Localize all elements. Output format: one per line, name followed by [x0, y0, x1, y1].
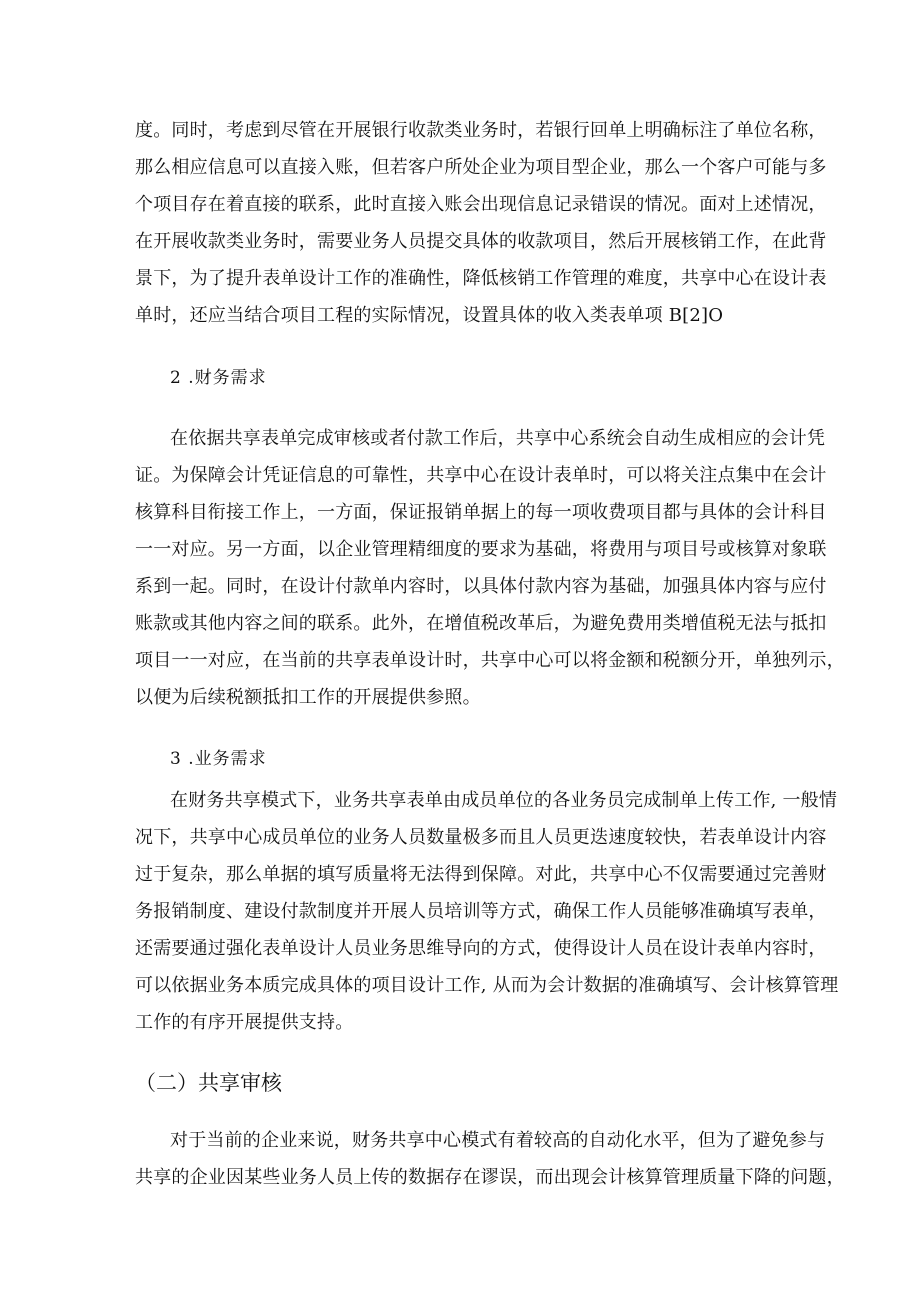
paragraph-line: 还需要通过强化表单设计人员业务思维导向的方式，使得设计人员在设计表单内容时， [135, 938, 827, 959]
paragraph-line: 核算科目衔接工作上，一方面，保证报销单据上的每一项收费项目都与具体的会计科目 [135, 502, 827, 523]
paragraph-line: 工作的有序开展提供支持。 [135, 1012, 354, 1033]
paragraph-line: 在开展收款类业务时，需要业务人员提交具体的收款项目，然后开展核销工作，在此背 [135, 231, 827, 252]
paragraph-line: 景下，为了提升表单设计工作的准确性，降低核销工作管理的难度，共享中心在设计表 [135, 268, 827, 289]
paragraph-line: 在依据共享表单完成审核或者付款工作后，共享中心系统会自动生成相应的会计凭 [170, 428, 826, 449]
section-heading-shared-audit: （二）共享审核 [135, 1071, 282, 1095]
subheading-financial-needs: 2 .财务需求 [170, 368, 267, 388]
paragraph-line: 个项目存在着直接的联系，此时直接入账会出现信息记录错误的情况。面对上述情况， [135, 194, 827, 215]
paragraph-line: 单时，还应当结合项目工程的实际情况，设置具体的收入类表单项 B[2]O [135, 305, 724, 326]
paragraph-line: 那么相应信息可以直接入账，但若客户所处企业为项目型企业，那么一个客户可能与多 [135, 157, 827, 178]
paragraph-line: 项目一一对应，在当前的共享表单设计时，共享中心可以将金额和税额分开，单独列示， [135, 650, 845, 671]
paragraph-line: 一一对应。另一方面，以企业管理精细度的要求为基础，将费用与项目号或核算对象联 [135, 539, 827, 560]
subheading-business-needs: 3 .业务需求 [170, 749, 267, 769]
paragraph-line: 对于当前的企业来说，财务共享中心模式有着较高的自动化水平，但为了避免参与 [170, 1130, 826, 1151]
paragraph-line: 务报销制度、建设付款制度并开展人员培训等方式，确保工作人员能够准确填写表单， [135, 901, 827, 922]
paragraph-line: 证。为保障会计凭证信息的可靠性，共享中心在设计表单时，可以将关注点集中在会计 [135, 465, 827, 486]
paragraph-line: 账款或其他内容之间的联系。此外，在增值税改革后，为避免费用类增值税无法与抵扣 [135, 613, 827, 634]
paragraph-line: 以便为后续税额抵扣工作的开展提供参照。 [135, 687, 481, 708]
paragraph-line: 系到一起。同时，在设计付款单内容时，以具体付款内容为基础，加强具体内容与应付 [135, 576, 827, 597]
paragraph-line: 可以依据业务本质完成具体的项目设计工作, 从而为会计数据的准确填写、会计核算管理 [135, 975, 839, 996]
paragraph-line: 共享的企业因某些业务人员上传的数据存在谬误，而出现会计核算管理质量下降的问题， [135, 1167, 845, 1188]
paragraph-line: 过于复杂，那么单据的填写质量将无法得到保障。对此，共享中心不仅需要通过完善财 [135, 864, 827, 885]
paragraph-line: 况下，共享中心成员单位的业务人员数量极多而且人员更迭速度较快，若表单设计内容 [135, 827, 827, 848]
paragraph-line: 度。同时，考虑到尽管在开展银行收款类业务时，若银行回单上明确标注了单位名称， [135, 120, 827, 141]
paragraph-line: 在财务共享模式下，业务共享表单由成员单位的各业务员完成制单上传工作, 一般情 [170, 790, 838, 811]
